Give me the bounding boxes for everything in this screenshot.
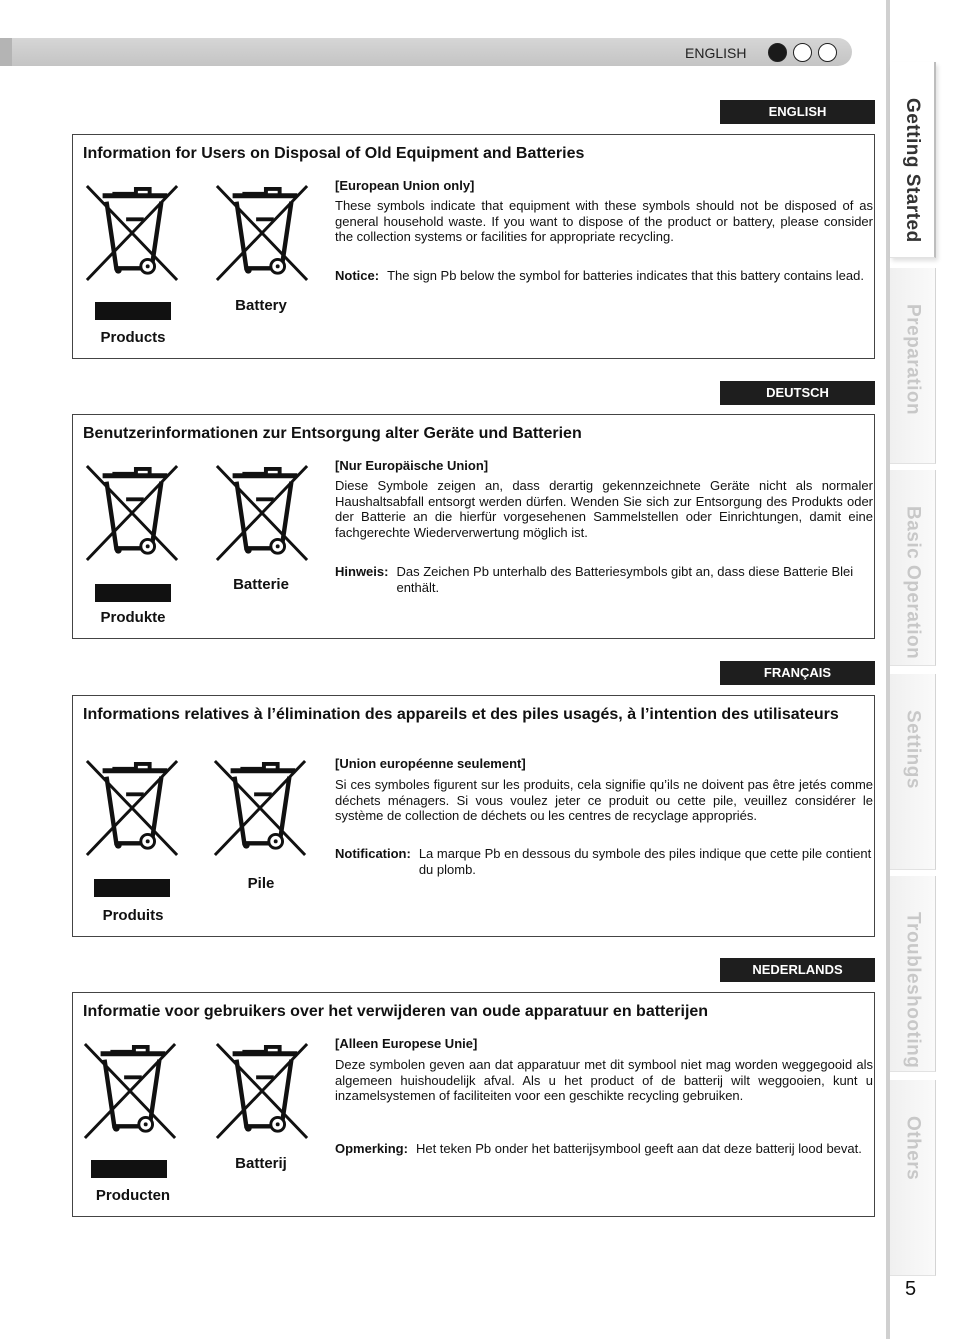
crossed-bin-battery-icon xyxy=(213,181,311,285)
section-title: Benutzerinformationen zur Entsorgung alter Geräte und Batterien xyxy=(83,425,582,442)
region-heading: [Nur Europäische Union] xyxy=(335,458,489,473)
product-marking-bar xyxy=(91,1160,167,1178)
region-heading: [Alleen Europese Unie] xyxy=(335,1036,478,1051)
section-language-label: FRANÇAIS xyxy=(720,661,875,685)
products-caption: Producten xyxy=(95,1187,171,1204)
language-dot-active xyxy=(768,43,787,62)
product-marking-bar xyxy=(95,584,171,602)
disposal-description: Deze symbolen geven aan dat apparatuur met dit symbool niet mag worden weggegooid als algemeen huishoudelijk afval. Als u het product of de batterij wilt weggooien, kunt u inzamelsystemen of faciliteiten voor een geschikte recycling gebruiken. xyxy=(335,1057,873,1103)
product-marking-bar xyxy=(94,879,170,897)
disposal-info-box xyxy=(72,134,875,359)
disposal-info-box xyxy=(72,992,875,1217)
disposal-description: These symbols indicate that equipment with these symbols should not be disposed of as general household waste. If you want to dispose of the product or battery, please consider the collection systems or facilities for appropriate recycling. xyxy=(335,198,873,244)
disposal-description: Diese Symbole zeigen an, dass derartig gekennzeichnete Geräte nicht als normaler Haushaltsabfall entsorgt werden dürfen. Wenden Sie sich zur Entsorgung des Produkts oder der Batterie an die hierfür vorgesehenen Sammelstellen oder Einrichtungen, damit eine fachgerechte Wiederverwertung möglich ist. xyxy=(335,478,873,540)
note-row xyxy=(335,846,873,877)
header-bar-cap xyxy=(0,38,12,66)
region-heading: [Union européenne seulement] xyxy=(335,756,526,771)
battery-caption: Batterij xyxy=(235,1155,287,1172)
products-caption: Produkte xyxy=(100,609,166,626)
language-indicator xyxy=(768,43,837,62)
language-dot xyxy=(818,43,837,62)
crossed-bin-products-icon xyxy=(83,181,181,285)
section-title: Informations relatives à l’élimination des appareils et des piles usagés, à l’intention des utilisateurs xyxy=(83,706,839,723)
products-caption: Produits xyxy=(102,907,164,924)
tab-getting-started[interactable]: Getting Started xyxy=(890,62,936,258)
battery-caption: Pile xyxy=(247,875,275,892)
note-label: Notice: xyxy=(335,268,380,283)
disposal-info-box xyxy=(72,414,875,639)
disposal-info-box xyxy=(72,695,875,937)
section-title: Information for Users on Disposal of Old Equipment and Batteries xyxy=(83,145,585,162)
crossed-bin-products-icon xyxy=(83,756,181,860)
product-marking-bar xyxy=(95,302,171,320)
chapter-tabs xyxy=(886,0,954,1339)
crossed-bin-products-icon xyxy=(83,461,181,565)
crossed-bin-battery-icon xyxy=(213,461,311,565)
crossed-bin-battery-icon xyxy=(213,1039,311,1143)
note-text: The sign Pb below the symbol for batteries indicates that this battery contains lead. xyxy=(387,268,864,283)
note-row xyxy=(335,268,873,284)
note-text: Das Zeichen Pb unterhalb des Batteriesymbols gibt an, dass diese Batterie Blei enthält. xyxy=(396,564,854,595)
header-bar xyxy=(0,38,852,66)
language-dot xyxy=(793,43,812,62)
section-title: Informatie voor gebruikers over het verwijderen van oude apparatuur en batterijen xyxy=(83,1003,709,1020)
page-number: 5 xyxy=(905,1278,917,1300)
note-label: Notification: xyxy=(335,846,411,861)
tab-others[interactable]: Others xyxy=(890,1080,936,1276)
section-language-label: NEDERLANDS xyxy=(720,958,875,982)
section-language-label: DEUTSCH xyxy=(720,381,875,405)
section-language-label: ENGLISH xyxy=(720,100,875,124)
battery-caption: Batterie xyxy=(233,576,289,593)
note-row xyxy=(335,564,873,595)
header-language: ENGLISH xyxy=(685,45,747,61)
tab-basic-operation[interactable]: Basic Operation xyxy=(890,470,936,666)
note-row xyxy=(335,1141,873,1157)
tab-preparation[interactable]: Preparation xyxy=(890,268,936,464)
region-heading: [European Union only] xyxy=(335,178,475,193)
note-text: Het teken Pb onder het batterijsymbool geeft aan dat deze batterij lood bevat. xyxy=(415,1141,862,1156)
disposal-description: Si ces symboles figurent sur les produits, cela signifie qu’ils ne doivent pas être jetés comme déchets ménagers. Si vous voulez jeter ce produit ou cette pile, veuillez considérer le système de collection de déchets ou les centres de recyclage appropriés. xyxy=(335,777,873,823)
tab-troubleshooting[interactable]: Troubleshooting xyxy=(890,876,936,1072)
tab-settings[interactable]: Settings xyxy=(890,674,936,870)
crossed-bin-products-icon xyxy=(81,1039,179,1143)
note-label: Opmerking: xyxy=(335,1141,408,1156)
crossed-bin-battery-icon xyxy=(211,756,309,860)
note-text: La marque Pb en dessous du symbole des piles indique que cette pile contient du plomb. xyxy=(418,846,872,877)
battery-caption: Battery xyxy=(235,297,287,314)
products-caption: Products xyxy=(100,329,166,346)
note-label: Hinweis: xyxy=(335,564,389,579)
